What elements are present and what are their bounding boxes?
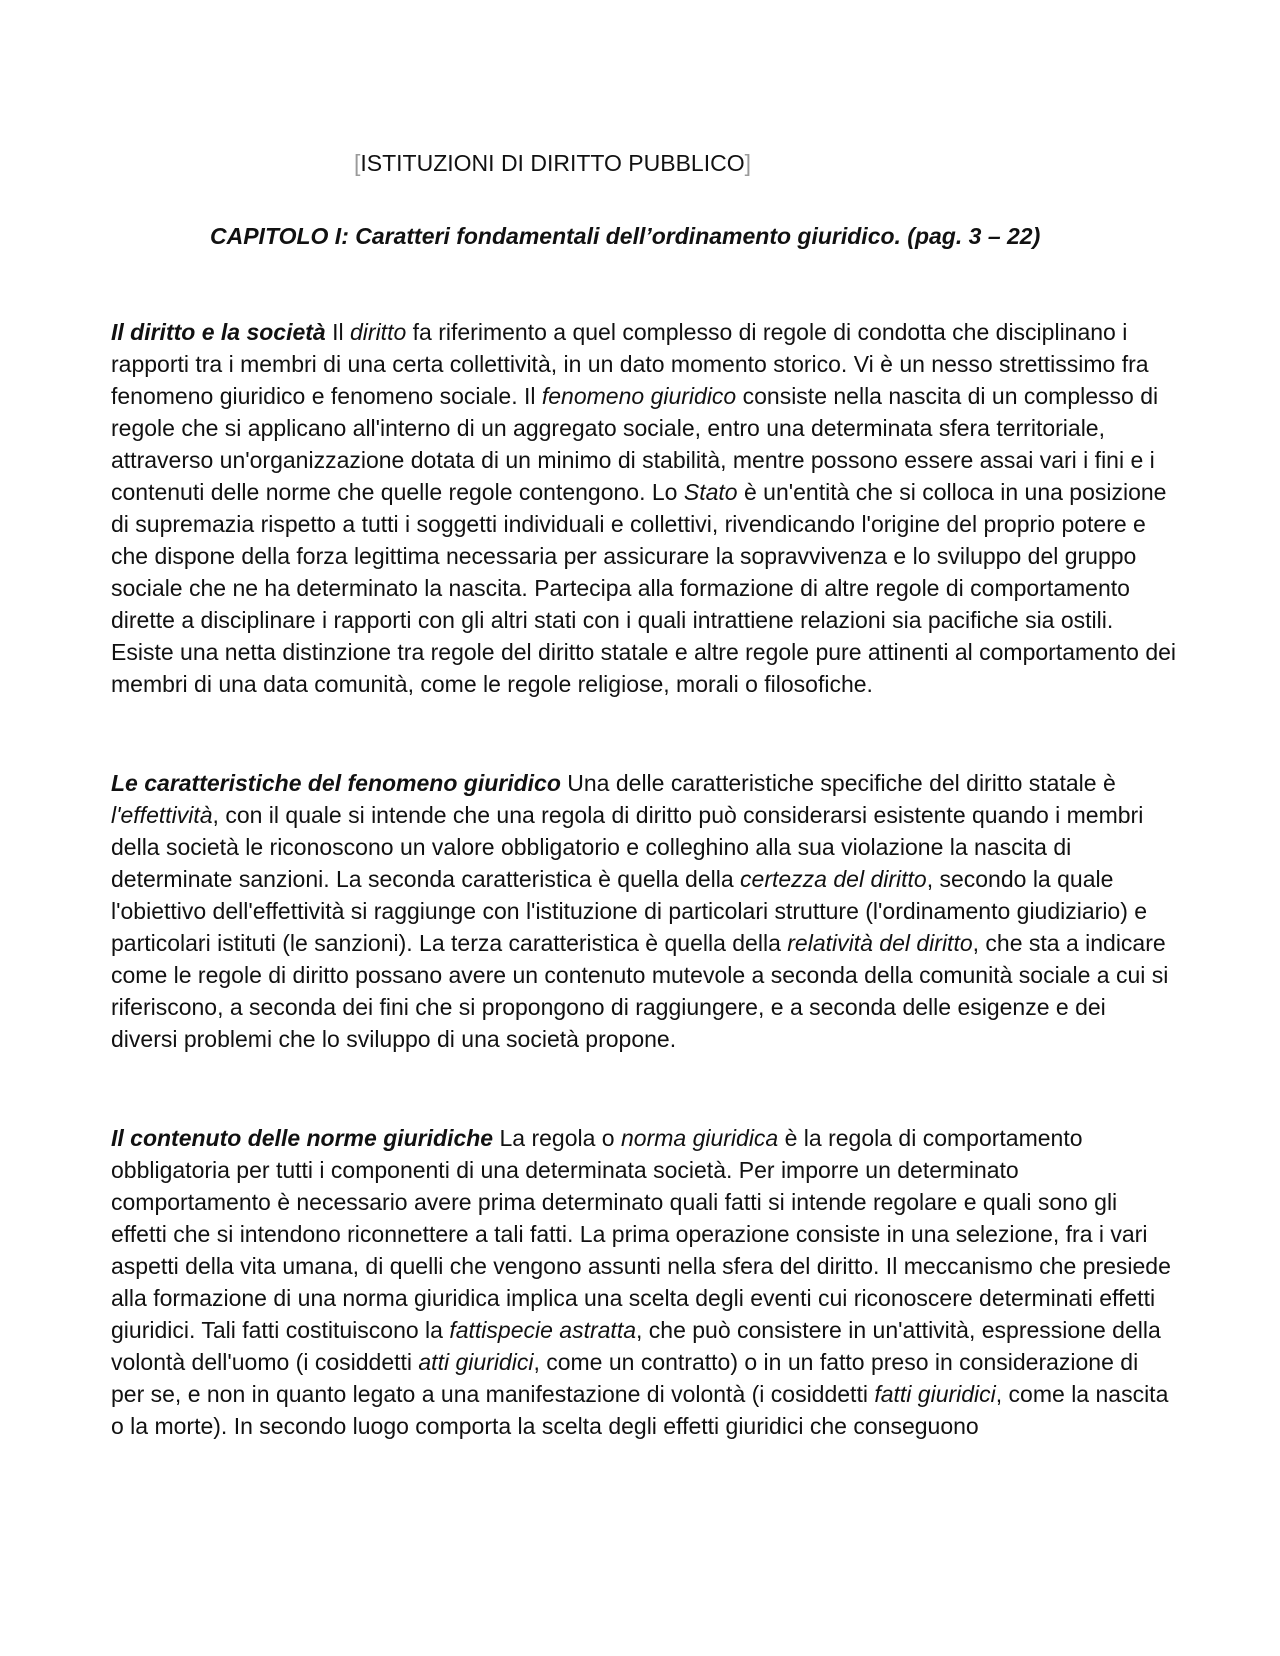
paragraph-text bbox=[111, 1122, 1176, 1442]
chapter-title: CAPITOLO I: Caratteri fondamentali dell’ordinamento giuridico. (pag. 3 – 22) bbox=[210, 223, 1041, 249]
italic-term: relatività del diritto bbox=[787, 930, 973, 956]
italic-term: l'effettività bbox=[111, 802, 213, 828]
italic-term: atti giuridici bbox=[418, 1349, 534, 1375]
paragraph-lead: Il diritto e la società bbox=[111, 319, 326, 345]
paragraph-lead: Le caratteristiche del fenomeno giuridico bbox=[111, 770, 561, 796]
paragraph-diritto-societa bbox=[111, 316, 1176, 700]
text-run: è un'entità che si colloca in una posizione di supremazia rispetto a tutti i soggetti individuali e collettivi, rivendicando l'origine del proprio potere e che dispone della forza legittima necessaria per assicurare la sopravvivenza e lo sviluppo del gruppo sociale che ne ha determinato la nascita. Partecipa alla formazione di altre regole di comportamento dirette a disciplinare i rapporti con gli altri stati con i quali intrattiene relazioni sia pacifiche sia ostili. Esiste una netta distinzione tra regole del diritto statale e altre regole pure attinenti al comportamento dei membri di una data comunità, come le regole religiose, morali o filosofiche. bbox=[111, 479, 1177, 697]
italic-term: fenomeno giuridico bbox=[541, 383, 737, 409]
text-run: è la regola di comportamento obbligatoria per tutti i componenti di una determinata società. Per imporre un determinato comportamento è necessario avere prima determinato quali fatti si intende regolare e quali sono gli effetti che si intendono riconnettere a tali fatti. La prima operazione consiste in una selezione, fra i vari aspetti della vita umana, di quelli che vengono assunti nella sfera del diritto. Il meccanismo che presiede alla formazione di una norma giuridica implica una scelta degli eventi cui riconoscere determinati effetti giuridici. Tali fatti costituiscono la bbox=[111, 1125, 1171, 1343]
paragraph-contenuto-norme bbox=[111, 1122, 1176, 1442]
text-run: , secondo la quale l'obiettivo dell'effettività si raggiunge con l'istituzione di particolari strutture (l'ordinamento giudiziario) e particolari istituti (le sanzioni). La terza caratteristica è quella della bbox=[111, 866, 1148, 956]
italic-term: certezza del diritto bbox=[740, 866, 927, 892]
text-run: Una delle caratteristiche specifiche del diritto statale è bbox=[560, 770, 1116, 796]
paragraph-text bbox=[111, 767, 1176, 1055]
text-run: La regola o bbox=[493, 1125, 621, 1151]
text-run: , come la nascita o la morte). In secondo luogo comporta la scelta degli effetti giuridici che conseguono bbox=[111, 1381, 1169, 1439]
paragraph-lead: Il contenuto delle norme giuridiche bbox=[111, 1125, 494, 1151]
text-run: , come un contratto) o in un fatto preso in considerazione di per se, e non in quanto legato a una manifestazione di volontà (i cosiddetti bbox=[111, 1349, 1139, 1407]
text-run: , che può consistere in un'attività, espressione della volontà dell'uomo (i cosiddetti bbox=[111, 1317, 1161, 1375]
italic-term: norma giuridica bbox=[620, 1125, 779, 1151]
italic-term: fatti giuridici bbox=[874, 1381, 996, 1407]
italic-term: Stato bbox=[683, 479, 738, 505]
header-close-bracket: ] bbox=[744, 150, 751, 176]
header-open-bracket: [ bbox=[354, 150, 361, 176]
text-run: consiste nella nascita di un complesso di regole che si applicano all'interno di un aggregato sociale, entro una determinata sfera territoriale, attraverso un'organizzazione dotata di un minimo di stabilità, mentre possono essere assai vari i fini e i contenuti delle norme che quelle regole contengono. Lo bbox=[111, 383, 1159, 505]
paragraph-caratteristiche bbox=[111, 767, 1176, 1055]
text-run: , che sta a indicare come le regole di diritto possano avere un contenuto mutevole a seconda della comunità sociale a cui si riferiscono, a seconda dei fini che si propongono di raggiungere, e a seconda delle esigenze e dei diversi problemi che lo sviluppo di una società propone. bbox=[111, 930, 1169, 1052]
text-run: fa riferimento a quel complesso di regole di condotta che disciplinano i rapporti tra i membri di una certa collettività, in un dato momento storico. Vi è un nesso strettissimo fra fenomeno giuridico e fenomeno sociale. Il bbox=[111, 319, 1149, 409]
text-run: Il bbox=[325, 319, 351, 345]
italic-term: diritto bbox=[350, 319, 407, 345]
paragraph-text bbox=[111, 316, 1176, 700]
italic-term: fattispecie astratta bbox=[449, 1317, 636, 1343]
document-header bbox=[354, 147, 751, 179]
header-title: ISTITUZIONI DI DIRITTO PUBBLICO bbox=[360, 150, 745, 176]
text-run: , con il quale si intende che una regola di diritto può considerarsi esistente quando i membri della società le riconoscono un valore obbligatorio e colleghino alla sua violazione la nascita di determinate sanzioni. La seconda caratteristica è quella della bbox=[111, 802, 1144, 892]
